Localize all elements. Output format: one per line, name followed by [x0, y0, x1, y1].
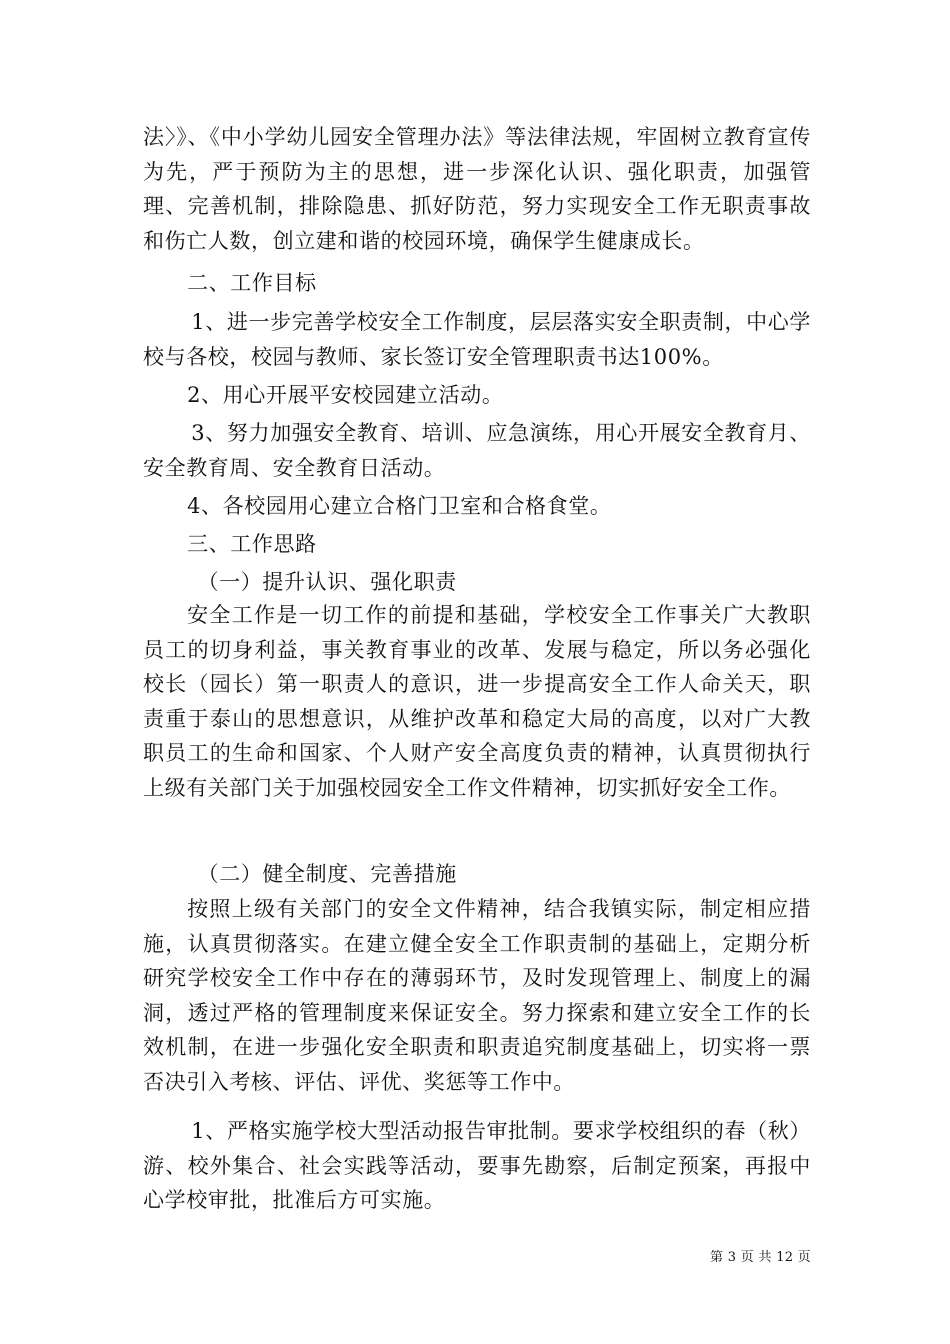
paragraph-awareness-body: 安全工作是一切工作的前提和基础，学校安全工作事关广大教职员工的切身利益，事关教育事业的改革、发展与稳定，所以务必强化校长（园长）第一职责人的意识，进一步提高安全工作人命关天，职责重于泰山的思想意识，从维护改革和稳定大局的高度，以对广大教职员工的生命和国家、个人财产安全高度负责的精神，认真贯彻执行上级有关部门关于加强校园安全工作文件精神，切实抓好安全工作。 [143, 603, 811, 800]
goal-item-1: 1、进一步完善学校安全工作制度，层层落实安全职责制，中心学校与各校，校园与教师、家长签订安全管理职责书达100%。 [143, 310, 811, 369]
paragraph-intro-continued: 法〉》、《中小学幼儿园安全管理办法》等法律法规，牢固树立教育宣传为先，严于预防为主的思想，进一步深化认识、强化职责，加强管理、完善机制，排除隐患、抓好防范，努力实现安全工作无职责事故和伤亡人数，创立建和谐的校园环境，确保学生健康成长。 [143, 125, 811, 253]
goal-item-3: 3、努力加强安全教育、培训、应急演练，用心开展安全教育月、安全教育周、安全教育日活动。 [143, 421, 811, 480]
subheading-systems: （二）健全制度、完善措施 [197, 862, 457, 886]
heading-work-goals: 二、工作目标 [187, 271, 317, 295]
paragraph-systems-body: 按照上级有关部门的安全文件精神，结合我镇实际，制定相应措施，认真贯彻落实。在建立健全安全工作职责制的基础上，定期分析研究学校安全工作中存在的薄弱环节，及时发现管理上、制度上的漏洞，透过严格的管理制度来保证安全。努力探索和建立安全工作的长效机制，在进一步强化安全职责和职责追究制度基础上，切实将一票否决引入考核、评估、评优、奖惩等工作中。 [143, 897, 811, 1094]
goal-item-2: 2、用心开展平安校园建立活动。 [187, 383, 504, 407]
page-number-footer: 第 3 页 共 12 页 [710, 1250, 812, 1265]
measure-item-1: 1、严格实施学校大型活动报告审批制。要求学校组织的春（秋）游、校外集合、社会实践等活动，要事先勘察，后制定预案，再报中心学校审批，批准后方可实施。 [143, 1119, 811, 1213]
goal-item-4: 4、各校园用心建立合格门卫室和合格食堂。 [187, 494, 612, 518]
subheading-awareness: （一）提升认识、强化职责 [197, 570, 457, 594]
heading-work-ideas: 三、工作思路 [187, 532, 317, 556]
